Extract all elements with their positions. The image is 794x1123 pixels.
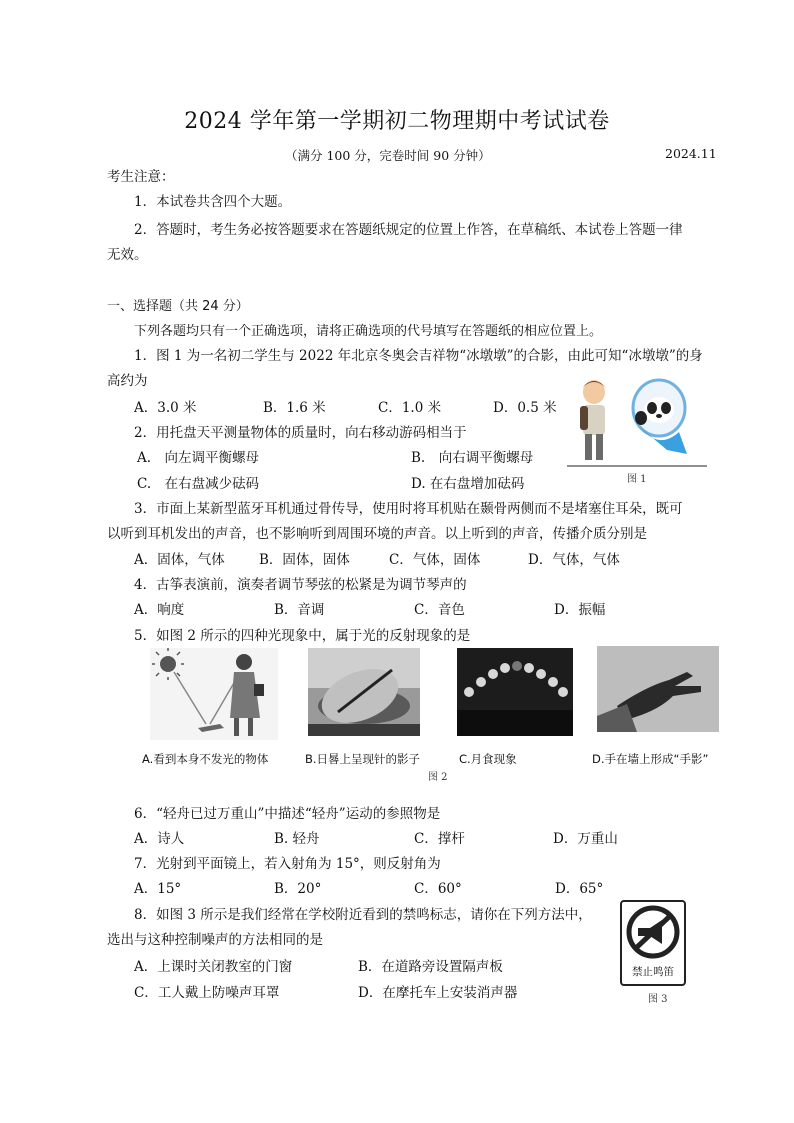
q4-option-d: D．振幅 <box>554 602 606 618</box>
q4-option-a: A．响度 <box>134 602 185 618</box>
figure-2a-image <box>150 648 278 740</box>
notice-item-1: 1．本试卷共含四个大题。 <box>134 194 292 210</box>
q1-option-a: A．3.0 米 <box>134 400 197 416</box>
q7-option-b: B．20° <box>274 881 322 897</box>
q8-option-a: A．上课时关闭教室的门窗 <box>134 959 293 975</box>
q7-option-c: C．60° <box>414 881 462 897</box>
figure-1-caption: 图 1 <box>627 474 647 485</box>
q4-stem: 4．古筝表演前，演奏者调节琴弦的松紧是为调节琴声的 <box>134 577 467 593</box>
exam-subtitle: （满分 100 分，完卷时间 90 分钟） <box>285 148 491 163</box>
q3-option-c: C．气体，固体 <box>389 552 481 568</box>
q2-option-c: C. 在右盘减少砝码 <box>137 476 260 492</box>
q1-option-b: B．1.6 米 <box>263 400 326 416</box>
figure-2-caption: 图 2 <box>428 772 448 783</box>
q5-option-b: B.日晷上呈现针的影子 <box>305 752 421 766</box>
q6-stem: 6．“轻舟已过万重山”中描述“轻舟”运动的参照物是 <box>134 806 441 822</box>
q1-option-c: C．1.0 米 <box>378 400 442 416</box>
q5-option-c: C.月食现象 <box>459 752 517 766</box>
q6-option-c: C．撑杆 <box>414 831 465 847</box>
section-1-heading: 一、选择题（共 24 分） <box>107 299 249 314</box>
q3-stem-line-2: 以听到耳机发出的声音，也不影响听到周围环境的声音。以上听到的声音，传播介质分别是 <box>107 526 647 542</box>
figure-2c-image <box>457 648 573 736</box>
q7-stem: 7．光射到平面镜上，若入射角为 15°，则反射角为 <box>134 856 441 872</box>
q3-option-d: D．气体，气体 <box>528 552 620 568</box>
q5-stem: 5．如图 2 所示的四种光现象中，属于光的反射现象的是 <box>134 628 471 644</box>
q8-option-b: B．在道路旁设置隔声板 <box>358 959 503 975</box>
figure-3-sign <box>620 900 686 986</box>
q2-option-d: D. 在右盘增加砝码 <box>411 476 525 492</box>
q4-option-b: B．音调 <box>274 602 325 618</box>
notice-item-2-line-2: 无效。 <box>107 247 148 263</box>
figure-3-sign-text: 禁止鸣笛 <box>632 966 674 978</box>
notice-item-2-line-1: 2．答题时，考生务必按答题要求在答题纸规定的位置上作答，在草稿纸、本试卷上答题一律 <box>134 222 683 238</box>
section-1-instruction: 下列各题均只有一个正确选项，请将正确选项的代号填写在答题纸的相应位置上。 <box>134 324 603 339</box>
figure-3-caption: 图 3 <box>648 994 668 1005</box>
q7-option-a: A．15° <box>134 881 182 897</box>
q1-stem-line-1: 1．图 1 为一名初二学生与 2022 年北京冬奥会吉祥物“冰墩墩”的合影，由此可知“冰墩墩”的身 <box>134 348 703 364</box>
exam-date: 2024.11 <box>665 146 717 161</box>
q1-option-d: D．0.5 米 <box>493 400 557 416</box>
q3-option-a: A．固体，气体 <box>134 552 225 568</box>
q1-stem-line-2: 高约为 <box>107 373 148 389</box>
q2-stem: 2．用托盘天平测量物体的质量时，向右移动游码相当于 <box>134 425 467 441</box>
q8-option-d: D．在摩托车上安装消声器 <box>358 985 518 1001</box>
q7-option-d: D．65° <box>555 881 604 897</box>
q8-stem-line-1: 8．如图 3 所示是我们经常在学校附近看到的禁鸣标志，请你在下列方法中， <box>134 907 592 923</box>
q8-stem-line-2: 选出与这种控制噪声的方法相同的是 <box>107 932 323 948</box>
q6-option-a: A．诗人 <box>134 831 185 847</box>
q2-option-b: B. 向右调平衡螺母 <box>411 450 534 466</box>
q5-option-a: A.看到本身不发光的物体 <box>142 752 269 766</box>
q5-option-d: D.手在墙上形成“手影” <box>592 752 709 766</box>
q3-option-b: B．固体，固体 <box>259 552 350 568</box>
notice-heading: 考生注意： <box>107 169 175 185</box>
q8-option-c: C．工人戴上防噪声耳罩 <box>134 985 280 1001</box>
figure-2d-image <box>597 646 719 732</box>
figure-1-photo <box>567 370 707 470</box>
q3-stem-line-1: 3．市面上某新型蓝牙耳机通过骨传导，使用时将耳机贴在颞骨两侧而不是堵塞住耳朵，既可 <box>134 501 683 517</box>
q2-option-a: A. 向左调平衡螺母 <box>137 450 260 466</box>
page-title: 2024 学年第一学期初二物理期中考试试卷 <box>184 109 610 134</box>
figure-2b-image <box>308 648 420 736</box>
q4-option-c: C．音色 <box>414 602 465 618</box>
q6-option-b: B. 轻舟 <box>274 831 320 847</box>
q6-option-d: D．万重山 <box>553 831 618 847</box>
no-honking-icon <box>622 902 684 962</box>
